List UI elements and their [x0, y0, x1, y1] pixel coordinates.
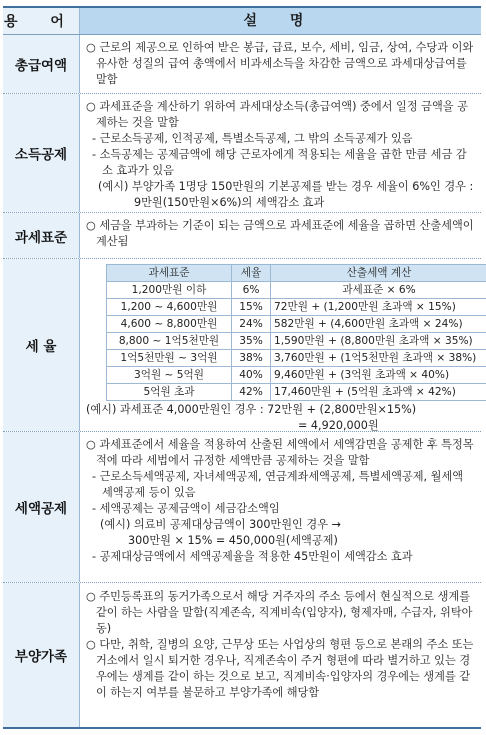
table-row	[107, 350, 486, 367]
header-term: 용 어	[3, 8, 80, 34]
term-tax-rate: 세 율	[3, 259, 80, 431]
tax-rate-example-result: = 4,920,000원	[298, 419, 379, 432]
desc-income-deduction	[80, 94, 481, 212]
desc-line: ○ 다만, 취학, 질병의 요양, 근무상 또는 사업상의 형편 등으로 본래의 주소 또는 거소에서 일시 퇴거한 경우나, 직계존속이 주거 형편에 따라 별거하고 있는 경우에는 생계를 같이 하는 것으로 보고, 직계비속·입양자의 경우에는 생계를 같이 하는지 여부를 불문하고 부양가족에 해당함	[86, 638, 474, 699]
row-tax-base	[3, 213, 481, 259]
desc-line: - 근로소득세액공제, 자녀세액공제, 연금계좌세액공제, 특별세액공제, 월세액 세액공제 등이 있음	[92, 470, 464, 499]
table-row	[107, 384, 486, 401]
desc-line: 300만원 × 15% = 450,000원(세액공제)	[128, 534, 338, 547]
table-row	[107, 367, 486, 384]
desc-line: (예시) 의료비 공제대상금액이 300만원인 경우 →	[100, 518, 341, 531]
desc-line: ○ 세금을 부과하는 기준이 되는 금액으로 과세표준에 세율을 곱하면 산출세액이 계산됨	[86, 219, 474, 248]
cell-calc: 9,460만원 + (3억원 초과액 × 40%)	[271, 367, 486, 384]
desc-line: ○ 과세표준을 계산하기 위하여 과세대상소득(총급여액) 중에서 일정 금액을 공제하는 것을 말함	[86, 100, 468, 129]
term-total-salary: 총급여액	[3, 35, 80, 93]
cell-rate: 42%	[232, 384, 271, 401]
cell-calc: 3,760만원 + (1억5천만원 초과액 × 38%)	[271, 350, 486, 367]
cell-base: 8,800 ~ 1억5천만원	[107, 333, 232, 350]
header-description: 설 명	[243, 13, 318, 29]
cell-base: 3억원 ~ 5억원	[107, 367, 232, 384]
cell-rate: 40%	[232, 367, 271, 384]
table-row	[107, 316, 486, 333]
cell-calc: 72만원 + (1,200만원 초과액 × 15%)	[271, 299, 486, 316]
cell-rate: 15%	[232, 299, 271, 316]
desc-total-salary	[80, 35, 481, 93]
desc-line: ○ 근로의 제공으로 인하여 받은 봉급, 급료, 보수, 세비, 임금, 상여, 수당과 이와 유사한 성질의 급여 총액에서 비과세소득을 차감한 금액으로 과세대상급여를 말함	[86, 41, 474, 86]
desc-line: (예시) 부양가족 1명당 150만원의 기본공제를 받는 경우 세율이 6%인 경우 :	[98, 180, 474, 193]
term-tax-credit: 세액공제	[3, 432, 80, 582]
term-dependents: 부양가족	[3, 583, 80, 727]
table-row	[107, 299, 486, 316]
desc-line: ○ 주민등록표의 동거가족으로서 해당 거주자의 주소 등에서 현실적으로 생계를 같이 하는 사람을 말함(직계존속, 직계비속(입양자), 형제자매, 수급자, 위탁아동)	[86, 590, 473, 635]
cell-calc: 582만원 + (4,600만원 초과액 × 24%)	[271, 316, 486, 333]
tax-rate-example: (예시) 과세표준 4,000만원인 경우 : 72만원 + (2,800만원×15%)	[86, 403, 417, 416]
desc-tax-credit	[80, 432, 481, 582]
table-row	[107, 333, 486, 350]
col-header-rate: 세율	[232, 265, 271, 282]
desc-dependents	[80, 583, 481, 727]
cell-base: 1,200 ~ 4,600만원	[107, 299, 232, 316]
cell-base: 1,200만원 이하	[107, 282, 232, 299]
desc-line: - 소득공제는 공제금액에 해당 근로자에게 적용되는 세율을 곱한 만큼 세금 감소 효과가 있음	[92, 148, 467, 177]
cell-base: 1억5천만원 ~ 3억원	[107, 350, 232, 367]
desc-tax-rate	[80, 259, 486, 431]
row-tax-rate	[3, 259, 481, 432]
cell-rate: 6%	[232, 282, 271, 299]
row-tax-credit	[3, 432, 481, 583]
term-tax-base: 과세표준	[3, 213, 80, 258]
desc-line: - 세액공제는 공제금액이 세금감소액임	[92, 502, 280, 515]
col-header-base: 과세표준	[107, 265, 232, 282]
term-income-deduction: 소득공제	[3, 94, 80, 212]
cell-calc: 17,460만원 + (5억원 초과액 × 42%)	[271, 384, 486, 401]
desc-tax-base	[80, 213, 481, 258]
col-header-calc: 산출세액 계산	[271, 265, 486, 282]
desc-line: ○ 과세표준에서 세율을 적용하여 산출된 세액에서 세액감면을 공제한 후 특정목적에 따라 세법에서 규정한 세액만큼 공제하는 것을 말함	[86, 438, 474, 467]
glossary-table	[3, 6, 481, 729]
cell-calc: 1,590만원 + (8,800만원 초과액 × 35%)	[271, 333, 486, 350]
cell-base: 4,600 ~ 8,800만원	[107, 316, 232, 333]
desc-line: - 근로소득공제, 인적공제, 특별소득공제, 그 밖의 소득공제가 있음	[92, 132, 413, 145]
tax-rate-table	[106, 264, 486, 401]
desc-line: - 공제대상금액에서 세액공제율을 적용한 45만원이 세액감소 효과	[92, 550, 413, 563]
tax-rate-table-header	[107, 265, 486, 282]
table-row	[107, 282, 486, 299]
row-total-salary	[3, 35, 481, 94]
row-dependents	[3, 583, 481, 729]
cell-rate: 38%	[232, 350, 271, 367]
cell-base: 5억원 초과	[107, 384, 232, 401]
desc-line: 9만원(150만원×6%)의 세액감소 효과	[134, 196, 325, 209]
row-income-deduction	[3, 94, 481, 213]
cell-rate: 35%	[232, 333, 271, 350]
cell-calc: 과세표준 × 6%	[271, 282, 486, 299]
table-header-row	[3, 8, 481, 35]
cell-rate: 24%	[232, 316, 271, 333]
